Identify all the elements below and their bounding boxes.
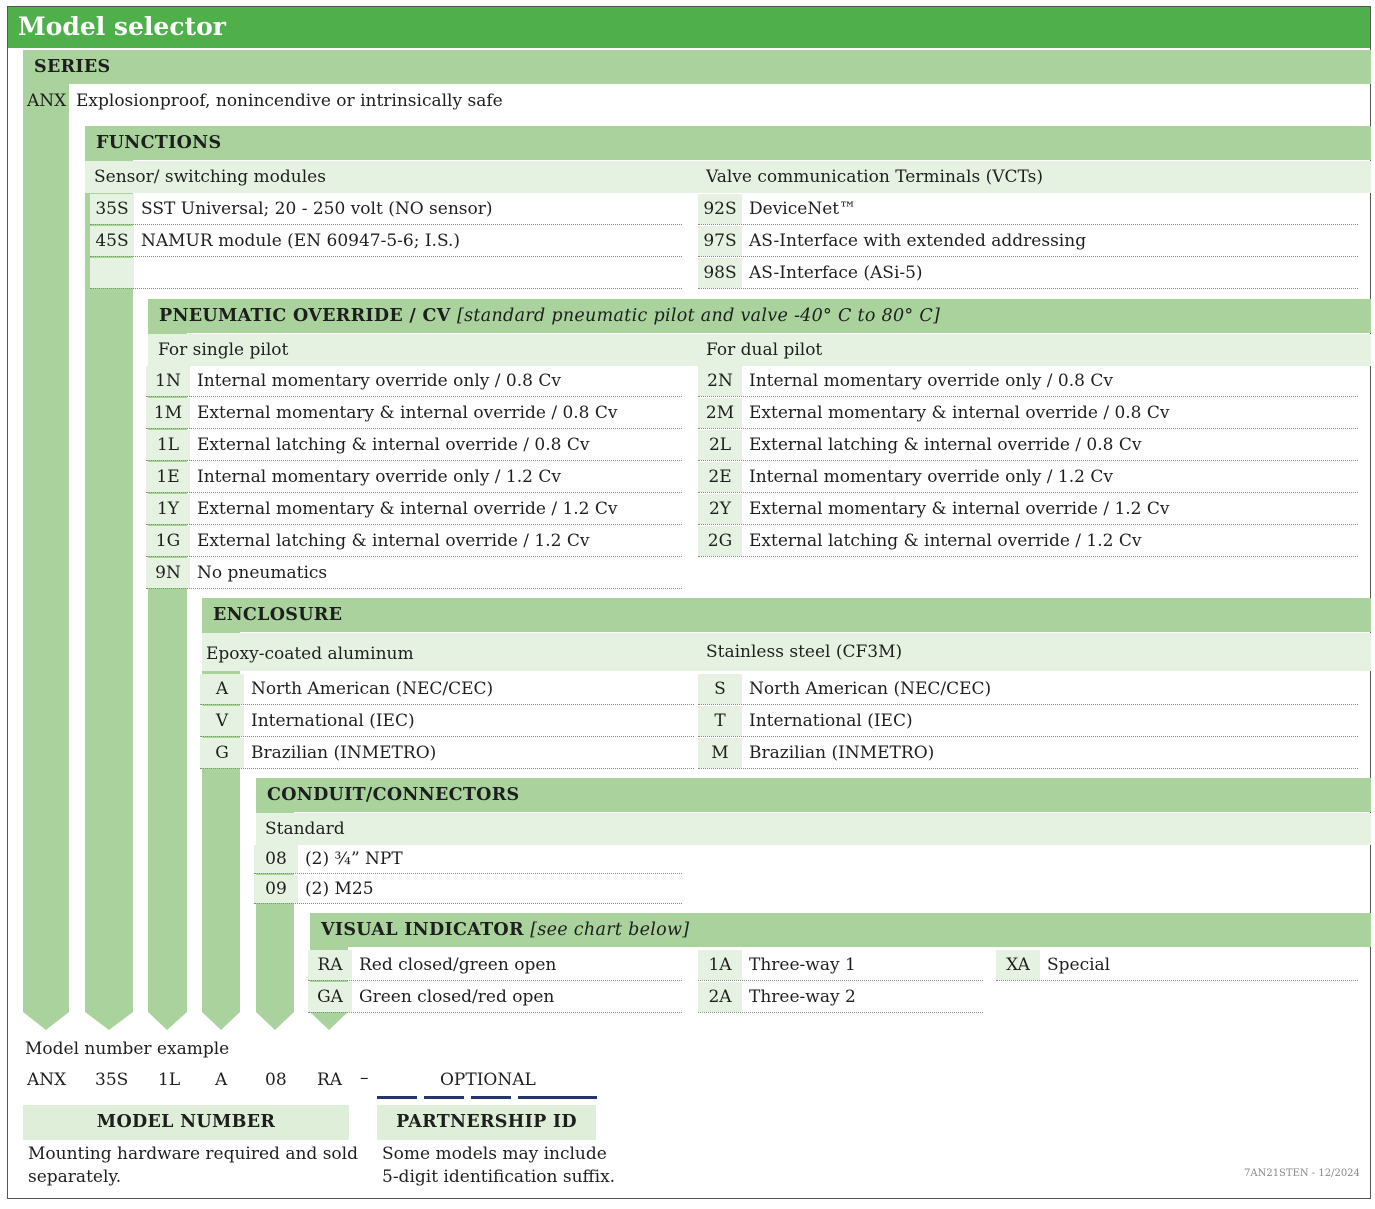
conduit-subheader <box>256 813 1371 845</box>
partnership-note: 5-digit identification suffix. <box>382 1167 616 1187</box>
example-label: Model number example <box>25 1039 230 1059</box>
optional-dash <box>424 1096 464 1099</box>
optional-dash <box>377 1096 417 1099</box>
example-optional: OPTIONAL <box>440 1070 536 1090</box>
list-item: 98S AS-Interface (ASi-5) <box>698 258 1358 289</box>
series-header: SERIES <box>23 50 1371 84</box>
partnership-note: Some models may include <box>382 1144 607 1164</box>
list-item: 08 (2) ¾” NPT <box>254 845 682 874</box>
model-number-box: MODEL NUMBER <box>23 1105 349 1140</box>
list-item: 9N No pneumatics <box>146 558 682 589</box>
functions-header: FUNCTIONS <box>85 126 1371 160</box>
pneumatic-subheader <box>148 334 1371 366</box>
enclosure-right-label: Stainless steel (CF3M) <box>706 642 903 662</box>
enclosure-header: ENCLOSURE <box>202 598 1371 632</box>
example-part-function: 35S <box>95 1070 129 1090</box>
list-item: 1E Internal momentary override only / 1.2 Cv <box>146 462 682 493</box>
model-number-note: Mounting hardware required and sold <box>28 1144 358 1164</box>
list-item: 92S DeviceNet™ <box>698 194 1358 225</box>
list-item: T International (IEC) <box>698 706 1358 737</box>
series-description: Explosionproof, nonincendive or intrinsically safe <box>76 91 503 111</box>
functions-column <box>85 160 133 1030</box>
list-item: 1Y External momentary & internal override / 1.2 Cv <box>146 494 682 525</box>
list-item: 1L External latching & internal override / 0.8 Cv <box>146 430 682 461</box>
enclosure-subheader <box>202 633 1371 671</box>
footer-code: 7AN21STEN - 12/2024 <box>1244 1168 1360 1179</box>
list-item: 2A Three-way 2 <box>698 982 983 1013</box>
list-item: M Brazilian (INMETRO) <box>698 738 1358 769</box>
list-item: 1N Internal momentary override only / 0.8 Cv <box>146 366 682 397</box>
series-column <box>23 84 69 1030</box>
example-part-enclosure: A <box>215 1070 228 1090</box>
example-part-series: ANX <box>27 1070 67 1090</box>
conduit-label: Standard <box>265 819 345 839</box>
partnership-id-box: PARTNERSHIP ID <box>377 1105 596 1140</box>
pneumatic-left-label: For single pilot <box>158 340 289 360</box>
example-part-conduit: 08 <box>265 1070 287 1090</box>
list-item: 1G External latching & internal override / 1.2 Cv <box>146 526 682 557</box>
list-item: 97S AS-Interface with extended addressing <box>698 226 1358 257</box>
list-item: XA Special <box>996 950 1358 981</box>
list-item <box>90 258 682 289</box>
example-part-visual: RA <box>317 1070 343 1090</box>
list-item: GA Green closed/red open <box>308 982 682 1013</box>
list-item: 2G External latching & internal override / 1.2 Cv <box>698 526 1358 557</box>
list-item: S North American (NEC/CEC) <box>698 674 1358 705</box>
list-item: 2L External latching & internal override / 0.8 Cv <box>698 430 1358 461</box>
list-item: 2N Internal momentary override only / 0.8 Cv <box>698 366 1358 397</box>
model-number-note: separately. <box>28 1167 122 1187</box>
example-part-pneumatic: 1L <box>158 1070 181 1090</box>
list-item: 45S NAMUR module (EN 60947-5-6; I.S.) <box>90 226 682 257</box>
page-title: Model selector <box>18 12 226 41</box>
list-item: 09 (2) M25 <box>254 875 682 904</box>
list-item: 35S SST Universal; 20 - 250 volt (NO sensor) <box>90 194 682 225</box>
list-item: V International (IEC) <box>200 706 694 737</box>
functions-right-label: Valve communication Terminals (VCTs) <box>706 167 1043 187</box>
list-item: 1M External momentary & internal override / 0.8 Cv <box>146 398 682 429</box>
list-item: 1A Three-way 1 <box>698 950 983 981</box>
functions-subheader <box>85 161 1371 193</box>
optional-dash <box>557 1096 597 1099</box>
list-item: 2Y External momentary & internal override / 1.2 Cv <box>698 494 1358 525</box>
list-item: 2E Internal momentary override only / 1.2 Cv <box>698 462 1358 493</box>
example-separator: – <box>360 1068 369 1088</box>
list-item: A North American (NEC/CEC) <box>200 674 694 705</box>
optional-dash <box>518 1096 558 1099</box>
list-item: 2M External momentary & internal override / 0.8 Cv <box>698 398 1358 429</box>
pneumatic-right-label: For dual pilot <box>706 340 823 360</box>
optional-dash <box>471 1096 511 1099</box>
list-item: G Brazilian (INMETRO) <box>200 738 694 769</box>
pneumatic-header: PNEUMATIC OVERRIDE / CV [standard pneumatic pilot and valve -40° C to 80° C] <box>148 299 1371 333</box>
list-item: RA Red closed/green open <box>308 950 682 981</box>
functions-left-label: Sensor/ switching modules <box>94 167 326 187</box>
visual-header: VISUAL INDICATOR [see chart below] <box>310 913 1371 947</box>
conduit-header: CONDUIT/CONNECTORS <box>256 778 1371 812</box>
series-code: ANX <box>27 91 67 111</box>
enclosure-left-label: Epoxy-coated aluminum <box>206 644 414 664</box>
